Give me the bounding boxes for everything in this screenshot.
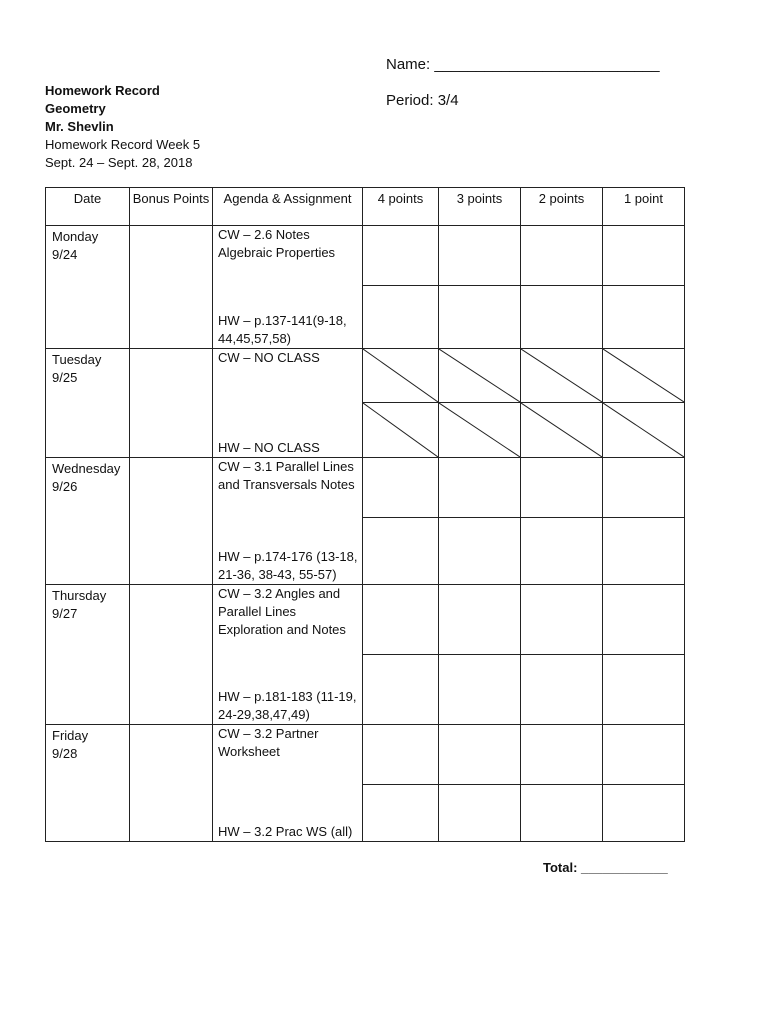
homework-score-cell-3-points[interactable]: [439, 785, 521, 842]
column-header-3-points: 3 points: [439, 188, 521, 226]
classwork-score-cell-1-point[interactable]: [603, 226, 685, 286]
day-cell: [46, 458, 130, 585]
day-name: Tuesday: [52, 352, 102, 367]
homework-score-cell-2-points[interactable]: [521, 785, 603, 842]
classwork-score-cell-1-point[interactable]: [603, 585, 685, 655]
classwork-score-cell-3-points[interactable]: [439, 226, 521, 286]
bonus-points-cell: [130, 226, 213, 349]
agenda-cell: [213, 725, 363, 842]
homework-score-cell-4-points[interactable]: [363, 403, 439, 458]
day-name: Monday: [52, 229, 99, 244]
no-class-strike: [521, 349, 602, 402]
day-date: 9/28: [52, 746, 78, 761]
classwork-text: CW – 3.2 Angles and Parallel Lines Exploration and Notes: [218, 586, 346, 637]
classwork-text: CW – NO CLASS: [218, 350, 320, 365]
table-row: [46, 349, 685, 403]
no-class-strike: [603, 403, 684, 457]
table-row: [46, 585, 685, 655]
total-label: Total: ____________: [543, 860, 668, 875]
homework-score-cell-2-points[interactable]: [521, 518, 603, 585]
no-class-strike: [521, 403, 602, 457]
day-date: 9/26: [52, 479, 78, 494]
day-name: Thursday: [52, 588, 107, 603]
homework-score-cell-4-points[interactable]: [363, 655, 439, 725]
classwork-score-cell-4-points[interactable]: [363, 585, 439, 655]
date-range-label: Sept. 24 – Sept. 28, 2018: [45, 155, 193, 170]
homework-text: HW – 3.2 Prac WS (all): [218, 824, 353, 839]
homework-score-cell-2-points[interactable]: [521, 655, 603, 725]
homework-text: HW – NO CLASS: [218, 440, 320, 455]
homework-text: HW – p.181-183 (11-19, 24-29,38,47,49): [218, 689, 357, 722]
classwork-score-cell-1-point[interactable]: [603, 725, 685, 785]
homework-score-cell-3-points[interactable]: [439, 403, 521, 458]
classwork-text: CW – 2.6 Notes Algebraic Properties: [218, 227, 336, 260]
column-header-1-point: 1 point: [603, 188, 685, 226]
bonus-points-cell: [130, 585, 213, 725]
classwork-text: CW – 3.2 Partner Worksheet: [218, 726, 319, 759]
classwork-score-cell-2-points[interactable]: [521, 725, 603, 785]
no-class-strike: [439, 349, 520, 402]
homework-score-cell-3-points[interactable]: [439, 655, 521, 725]
agenda-cell: [213, 585, 363, 725]
classwork-score-cell-3-points[interactable]: [439, 725, 521, 785]
homework-text: HW – p.174-176 (13-18, 21-36, 38-43, 55-57): [218, 549, 358, 582]
classwork-text: CW – 3.1 Parallel Lines and Transversals Notes: [218, 459, 355, 492]
no-class-strike: [603, 349, 684, 402]
agenda-cell: [213, 458, 363, 585]
column-header-agenda: Agenda & Assignment: [213, 188, 363, 226]
day-date: 9/27: [52, 606, 78, 621]
document-heading-block: [45, 82, 200, 172]
day-date: 9/24: [52, 247, 78, 262]
day-name: Wednesday: [52, 461, 121, 476]
day-name: Friday: [52, 728, 89, 743]
classwork-score-cell-3-points[interactable]: [439, 458, 521, 518]
day-date: 9/25: [52, 370, 78, 385]
homework-score-cell-4-points[interactable]: [363, 518, 439, 585]
homework-text: HW – p.137-141(9-18, 44,45,57,58): [218, 313, 347, 346]
homework-score-cell-2-points[interactable]: [521, 403, 603, 458]
name-field-label: Name: ___________________________: [386, 56, 660, 73]
no-class-strike: [363, 403, 438, 457]
classwork-score-cell-3-points[interactable]: [439, 585, 521, 655]
homework-score-cell-1-point[interactable]: [603, 785, 685, 842]
agenda-cell: [213, 226, 363, 349]
period-label: Period: 3/4: [386, 92, 459, 109]
homework-record-table: [45, 187, 685, 842]
classwork-score-cell-2-points[interactable]: [521, 458, 603, 518]
document-title: Homework Record: [45, 83, 160, 98]
day-cell: [46, 585, 130, 725]
week-label: Homework Record Week 5: [45, 137, 201, 152]
table-row: [46, 725, 685, 785]
classwork-score-cell-2-points[interactable]: [521, 585, 603, 655]
teacher-label: Mr. Shevlin: [45, 119, 114, 134]
column-header-2-points: 2 points: [521, 188, 603, 226]
table-header-row: [46, 188, 685, 226]
homework-score-cell-1-point[interactable]: [603, 655, 685, 725]
no-class-strike: [363, 349, 438, 402]
table-row: [46, 458, 685, 518]
classwork-score-cell-1-point[interactable]: [603, 349, 685, 403]
classwork-score-cell-4-points[interactable]: [363, 226, 439, 286]
classwork-score-cell-4-points[interactable]: [363, 725, 439, 785]
homework-score-cell-3-points[interactable]: [439, 286, 521, 349]
homework-score-cell-1-point[interactable]: [603, 286, 685, 349]
bonus-points-cell: [130, 725, 213, 842]
classwork-score-cell-1-point[interactable]: [603, 458, 685, 518]
bonus-points-cell: [130, 349, 213, 458]
classwork-score-cell-3-points[interactable]: [439, 349, 521, 403]
day-cell: [46, 226, 130, 349]
column-header-date: Date: [46, 188, 130, 226]
homework-score-cell-4-points[interactable]: [363, 286, 439, 349]
column-header-4-points: 4 points: [363, 188, 439, 226]
classwork-score-cell-4-points[interactable]: [363, 458, 439, 518]
agenda-cell: [213, 349, 363, 458]
day-cell: [46, 349, 130, 458]
subject-label: Geometry: [45, 101, 106, 116]
homework-score-cell-4-points[interactable]: [363, 785, 439, 842]
bonus-points-cell: [130, 458, 213, 585]
homework-score-cell-3-points[interactable]: [439, 518, 521, 585]
classwork-score-cell-2-points[interactable]: [521, 349, 603, 403]
homework-score-cell-1-point[interactable]: [603, 518, 685, 585]
homework-score-cell-2-points[interactable]: [521, 286, 603, 349]
day-cell: [46, 725, 130, 842]
homework-score-cell-1-point[interactable]: [603, 403, 685, 458]
classwork-score-cell-4-points[interactable]: [363, 349, 439, 403]
column-header-bonus-points: Bonus Points: [130, 188, 213, 226]
table-row: [46, 226, 685, 286]
classwork-score-cell-2-points[interactable]: [521, 226, 603, 286]
no-class-strike: [439, 403, 520, 457]
